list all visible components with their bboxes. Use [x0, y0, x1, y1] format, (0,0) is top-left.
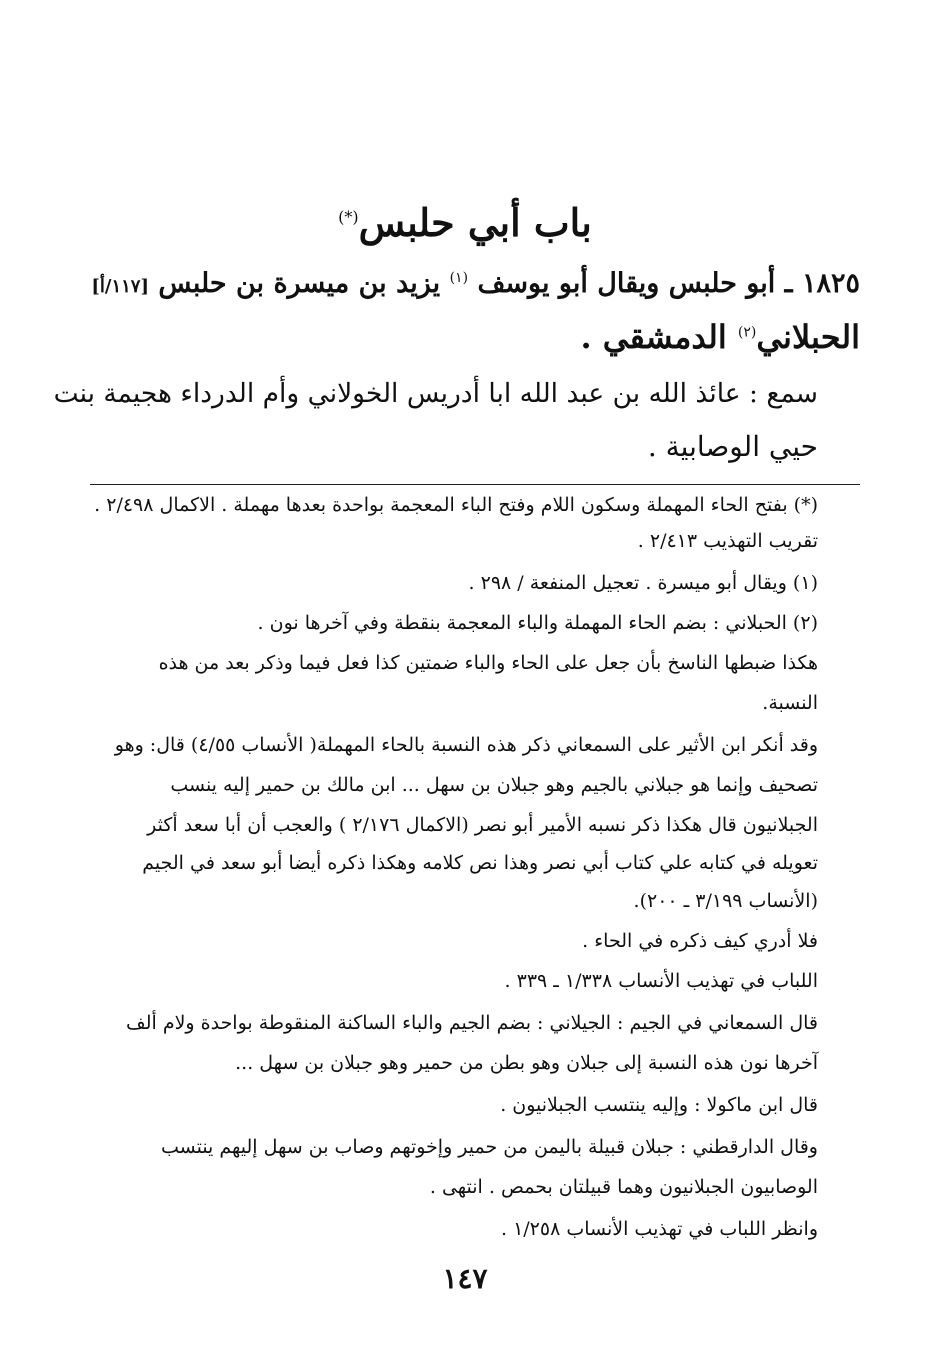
footnote-ref-2: (٢): [737, 324, 757, 341]
footnote-line: وقد أنكر ابن الأثير على السمعاني ذكر هذه النسبة بالحاء المهملة( الأنساب ٤/٥٥) قال: وهو: [114, 734, 818, 756]
chapter-footnote-marker: (*): [338, 207, 359, 227]
footnote-separator: [90, 484, 860, 485]
footnote-line: (*) بفتح الحاء المهملة وسكون اللام وفتح الباء المعجمة بواحدة بعدها مهملة . الاكمال ٢/٤٩٨ .: [94, 494, 818, 516]
footnote-line: الجبلانيون قال هكذا ذكر نسبه الأمير أبو نصر (الاكمال ٢/١٧٦ ) والعجب أن أبا سعد أكثر: [147, 814, 818, 836]
footnote-line: (٢) الحبلاني : بضم الحاء المهملة والباء المعجمة بنقطة وفي آخرها نون .: [257, 612, 818, 634]
chapter-heading-text: باب أبي حلبس: [358, 200, 592, 245]
footnote-line: تقريب التهذيب ٢/٤١٣ .: [637, 530, 818, 552]
footnote-line: اللباب في تهذيب الأنساب ١/٣٣٨ ـ ٣٣٩ .: [504, 970, 818, 992]
entry-title-part: يزيد بن ميسرة بن حلبس: [158, 268, 441, 299]
footnote-line: النسبة.: [762, 692, 818, 714]
body-line: حيي الوصابية .: [647, 430, 818, 463]
entry-title-line-2: [581, 318, 861, 356]
footnote-line: فلا أدري كيف ذكره في الحاء .: [582, 930, 818, 952]
footnote-ref-1: (١): [449, 270, 469, 286]
footnote-line: هكذا ضبطها الناسخ بأن جعل على الحاء والباء ضمتين كذا فعل فيما وذكر بعد من هذه: [158, 652, 818, 674]
entry-title-line-1: [91, 268, 860, 299]
footnote-line: آخرها نون هذه النسبة إلى جبلان وهو بطن من حمير وهو جبلان بن سهل ...: [235, 1052, 818, 1074]
page-number: ١٤٧: [442, 1262, 488, 1295]
entry-title-part: الحبلاني: [756, 318, 860, 356]
footnote-line: قال السمعاني في الجيم : الجيلاني : بضم الجيم والباء الساكنة المنقوطة بواحدة ولام ألف: [126, 1012, 818, 1034]
footnote-line: وقال الدارقطني : جبلان قبيلة باليمن من حمير وإخوتهم وصاب بن سهل إليهم ينتسب: [160, 1136, 818, 1158]
footnote-line: الوصابيون الجبلانيون وهما قبيلتان بحمص . انتهى .: [429, 1176, 818, 1198]
footnote-line: وانظر اللباب في تهذيب الأنساب ١/٢٥٨ .: [500, 1218, 818, 1240]
footnote-line: تعويله في كتابه علي كتاب أبي نصر وهذا نص كلامه وهكذا ذكره أيضا أبو سعد في الجيم: [142, 852, 818, 874]
footnote-line: قال ابن ماكولا : وإليه ينتسب الجبلانيون .: [500, 1094, 818, 1116]
manuscript-folio-ref: [١١٧/أ]: [91, 276, 149, 297]
footnote-line: تصحيف وإنما هو جبلاني بالجيم وهو جبلان بن سهل ... ابن مالك بن حمير إليه ينسب: [170, 774, 818, 796]
body-line: سمع : عائذ الله بن عبد الله ابا أدريس الخولاني وأم الدرداء هجيمة بنت: [53, 378, 818, 409]
footnote-line: (الأنساب ٣/١٩٩ ـ ٢٠٠).: [633, 890, 818, 912]
chapter-heading: [0, 200, 930, 245]
entry-title-part: الدمشقي .: [580, 318, 727, 356]
entry-title-part: ١٨٢٥ ـ أبو حلبس ويقال أبو يوسف: [477, 268, 860, 299]
footnote-line: (١) ويقال أبو ميسرة . تعجيل المنفعة / ٢٩٨ .: [468, 572, 818, 594]
